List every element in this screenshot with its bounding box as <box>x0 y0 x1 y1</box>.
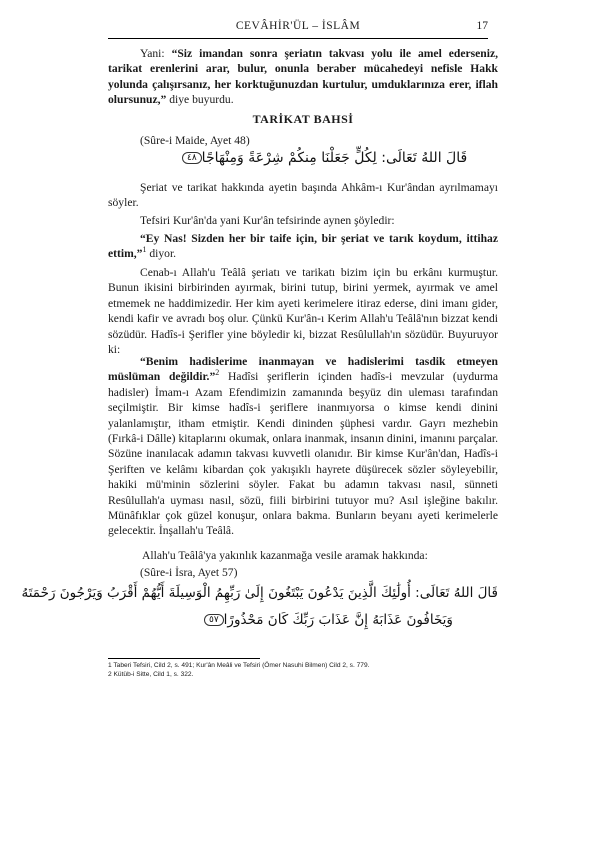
reference-1: (Sûre-i Maide, Ayet 48) <box>140 134 250 147</box>
running-title: CEVÂHİR'ÜL – İSLÂM <box>235 20 361 32</box>
arabic-verse-1 <box>178 150 467 166</box>
reference-2: (Sûre-i İsra, Ayet 57) <box>140 566 238 579</box>
para1-suffix: diye buyurdu. <box>166 93 234 107</box>
page-number: 17 <box>476 20 488 32</box>
footnote-2: 2 Kütüb-i Sitte, Cild 1, s. 322. <box>108 671 194 678</box>
para4-bold: “Ey Nas! Sizden her bir taife için, bir şeriat ve tarık koydum, ittihaz ettim,” <box>108 232 498 261</box>
para6-suffix: Hadîsi şeriflerin içinden hadîs-i mevzular (uydurma hadisler) İmam-ı Azam Efendimizin zamanında beşyüz din uleması tarafından seçilmiştir. Bir kimse hadîs-i şeriflere inanmıyorsa o kimse kendi dinini yalanlamıştır, itham etmiştir. Kendi dininden şüphesi vardır. Gayrı mezhebin (Fırkâ-i Dâlle) kitaplarını okumak, onlara inanmak, insanın dinini, imanını parçalar. Sözüne inanılacak adamın takvası kuvvetli olanıdır. Bir kimse Kur'ân'dan, Hadîs-i Şeriften ve kelâmı kibardan çok yakışıklı hayrete düşürecek sözler söyleyebilir, hakiki mü'minin sözlerini söyler. Fakat bu adamın takvası nasıl, sünneti Resûlullah'a uyması nasıl, sözü, fiili birbirini tutuyor mu? Asıl işleğine bakılır. Münâfıklar çok güzel konuşur, onlara bakma. Bunların beyanı ayeti kerimelerle gelecektir. İnşallah'u Teâlâ. <box>108 370 498 538</box>
section-title: TARİKAT BAHSİ <box>252 112 354 126</box>
paragraph-1 <box>108 46 498 108</box>
arabic-verse-2-line-1: قَالَ اللهُ تَعَالَى: أُولَٰئِكَ الَّذِينَ يَدْعُونَ يَبْتَغُونَ إِلَىٰ رَبِّهِمُ الْوَسِيلَةَ أَيُّهُمْ أَقْرَبُ وَيَرْجُونَ رَحْمَتَهُ <box>21 585 498 601</box>
paragraph-2: Şeriat ve tarikat hakkında ayetin başında Ahkâm-ı Kur'ândan ayrılmamayı söyler. <box>108 181 498 210</box>
arabic-verse-2-line-2 <box>200 612 453 628</box>
paragraph-4 <box>108 231 498 262</box>
ayah-marker-2: ٥٧ <box>204 614 224 626</box>
page-header <box>108 20 488 39</box>
para4-suffix: diyor. <box>146 247 177 261</box>
paragraph-7: Allah'u Teâlâ'ya yakınlık kazanmağa vesile aramak hakkında: <box>142 549 428 562</box>
paragraph-3: Tefsiri Kur'ân'da yani Kur'ân tefsirinde aynen şöyledir: <box>140 214 395 227</box>
para1-bold: “Siz imandan sonra şeriatın takvası yolu ile amel ederseniz, tarikat erenlerini arar, bulur, onunla beraber mücahedeyi nefisle Hakk yolunda çalışırsanız, her korktuğunuzdan kurtulur, umduklarınıza erer, iflah olursunuz,” <box>108 47 499 107</box>
footnote-1: 1 Taberi Tefsiri, Cild 2, s. 491; Kur'ân Meâli ve Tefsiri (Ömer Nasuhi Bilmen) Cild 2, s. 779. <box>108 662 370 669</box>
footnote-ref-2: 2 <box>215 368 220 378</box>
footnote-divider <box>108 658 260 659</box>
para6-bold: “Benim hadislerime inanmayan ve hadislerimi tasdik etmeyen müslüman değildir.” <box>108 355 498 384</box>
arabic-verse-2-text: وَيَخَافُونَ عَذَابَهُ إِنَّ عَذَابَ رَبِّكَ كَانَ مَحْذُورًا <box>223 612 453 628</box>
paragraph-5: Cenab-ı Allah'u Teâlâ şeriatı ve tarikatı bizim için bu erkânı kurmuştur. Bunun ikisini birbirinden ayırmak, birini tutup, birini yermek, ayırmak ve amel etmemek ne haddimizedir. Her kim ayeti kerimelere itiraz ederse, dini imanı gider, kendi kafir ve avradı boş olur. Çünkü Kur'ân-ı Kerim Allah'u Teâlâ'nın bizzat kendi sözüdür. Hadîs-i Şerifler yine böyledir ki, bizzat Resûlullah'ın sözüdür. Buyuruyor ki: <box>108 266 498 357</box>
footnote-ref-1: 1 <box>142 245 147 255</box>
ayah-marker-1: ٤٨ <box>182 152 202 164</box>
para1-prefix: Yani: <box>140 47 172 60</box>
arabic-verse-1-text: قَالَ اللهُ تَعَالَى: لِكُلٍّ جَعَلْنَا مِنكُمْ شِرْعَةً وَمِنْهَاجًا <box>201 150 468 166</box>
paragraph-6 <box>108 354 498 539</box>
